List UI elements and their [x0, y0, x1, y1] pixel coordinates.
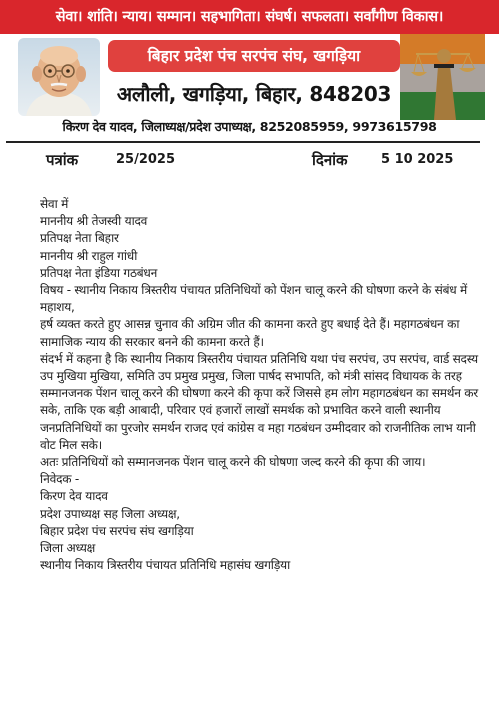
reference-number: 25/2025 [116, 152, 176, 167]
gandhi-portrait-icon [18, 38, 100, 116]
motto-bar: सेवा। शांति। न्याय। सम्मान। सहभागिता। संघर्ष। सफलता। सर्वांगीण विकास। [0, 0, 499, 34]
recipient-2-title: प्रतिपक्ष नेता इंडिया गठबंधन [40, 265, 158, 280]
recipient-1-name: माननीय श्री तेजस्वी यादव [40, 214, 148, 229]
paragraph-request: संदर्भ में कहना है कि स्थानीय निकाय त्रिस्तरीय पंचायत प्रतिनिधि यथा पंच सरपंच, उप सरपंच, वार्ड सदस्य उप मुखिया मुखिया, समिति उप प्रमुख प्रमुख, जिला पार्षद सभापति, को मंत्री सांसद विधायक के तरह सम्मानजनक पेंशन चालू करने की घोषणा करने की कृपा करें जिससे हम लोग महागठबंधन का समर्थन कर सके, ताकि एक बड़ी आबादी, परिवार एवं हजारों लाखों समर्थक को प्रभावित करने वाली स्थानीय जनप्रतिनिधियों का पुरजोर समर्थन राजद एवं कांग्रेस व महा गठबंधन उम्मीदवार को राजनीतिक लाभ यानी वोट मिल सके। [40, 351, 478, 452]
recipient-1-title: प्रतिपक्ष नेता बिहार [40, 231, 119, 246]
date-label: दिनांक [312, 151, 348, 169]
gandhi-portrait-image [18, 38, 100, 116]
letter-body [40, 196, 486, 574]
date-value: 5 10 2025 [381, 152, 454, 167]
lady-justice-image [400, 34, 485, 120]
signer-organization-2: स्थानीय निकाय त्रिस्तरीय पंचायत प्रतिनिधि महासंघ खगड़िया [40, 558, 290, 573]
paragraph-conclusion: अतः प्रतिनिधियों को सम्मानजनक पेंशन चालू करने की घोषणा जल्द करने की कृपा की जाय। [40, 455, 426, 470]
to-heading: सेवा में [40, 197, 69, 211]
scales-of-justice-icon [400, 34, 485, 120]
salutation: महाशय, [40, 300, 75, 315]
signer-role: प्रदेश उपाध्यक्ष सह जिला अध्यक्ष, [40, 506, 180, 521]
reference-label: पत्रांक [46, 151, 79, 169]
organization-banner: बिहार प्रदेश पंच सरपंच संघ, खगड़िया [108, 40, 400, 72]
subject-line: विषय - स्थानीय निकाय त्रिस्तरीय पंचायत प्रतिनिधियों को पेंशन चालू करने की घोषणा करने के संबंध में [40, 283, 467, 298]
signer-role-2: जिला अध्यक्ष [40, 541, 96, 556]
closing: निवेदक - [40, 472, 79, 487]
contact-line: किरण देव यादव, जिलाध्यक्ष/प्रदेश उपाध्यक्ष, 8252085959, 9973615798 [62, 119, 437, 134]
signer-name: किरण देव यादव [40, 489, 108, 504]
recipient-2-name: माननीय श्री राहुल गांधी [40, 248, 138, 263]
organization-address: अलौली, खगड़िया, बिहार, 848203 [116, 82, 392, 106]
paragraph-greeting: हर्ष व्यक्त करते हुए आसन्न चुनाव की अग्रिम जीत की कामना करते हुए बधाई देते हैं। महागठबंधन का सामाजिक न्याय की सरकार बनने की कामना करते हैं। [40, 317, 460, 349]
header-divider [6, 141, 480, 143]
signer-organization: बिहार प्रदेश पंच सरपंच संघ खगड़िया [40, 523, 194, 538]
